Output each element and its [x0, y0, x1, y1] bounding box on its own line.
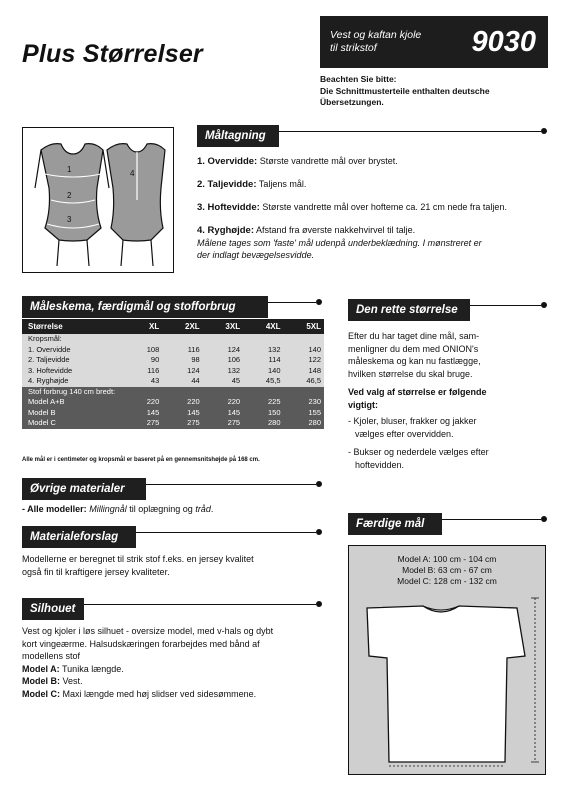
measurement-text: Afstand fra øverste nakkehvirvel til talje. — [256, 225, 416, 235]
measurement-item — [197, 224, 549, 237]
measurement-item — [197, 201, 549, 214]
rule-end-dot — [316, 529, 322, 535]
pattern-description — [330, 29, 421, 55]
rette-line: Ved valg af størrelse er følgende — [348, 387, 487, 397]
german-note-line: Die Schnittmusterteile enthalten deutsche — [320, 85, 490, 96]
table-row — [22, 355, 324, 366]
ovrige-text-end: . — [210, 504, 214, 514]
figure-label: 4 — [130, 169, 135, 178]
garment-illustration-box — [348, 545, 546, 775]
materialeforslag-text — [22, 553, 332, 578]
table-cell: 116 — [126, 366, 162, 377]
table-section-label: Kropsmål: — [22, 334, 324, 345]
rule-end-dot — [541, 516, 547, 522]
table-row — [22, 366, 324, 377]
section-heading-faerdige: Færdige mål — [348, 513, 442, 535]
silhouet-model — [22, 663, 334, 676]
pattern-label-box — [320, 16, 548, 68]
table-cell: 43 — [126, 376, 162, 387]
table-cell: 3. Hoftevidde — [22, 366, 126, 377]
section-rule — [84, 604, 316, 605]
table-row — [22, 345, 324, 356]
figure-label: 1 — [67, 165, 72, 174]
materialeforslag-line: også fin til kraftigere jersey kvaliteter. — [22, 566, 170, 577]
table-cell: 44 — [162, 376, 202, 387]
measurement-text: Taljens mål. — [258, 179, 307, 189]
measurement-text: Største vandrette mål over hofteme ca. 21 cm nede fra taljen. — [262, 202, 507, 212]
table-cell: 108 — [126, 345, 162, 356]
table-cell: 90 — [126, 355, 162, 366]
ovrige-text — [22, 503, 332, 516]
body-measurement-illustration — [23, 128, 172, 271]
table-section-row — [22, 334, 324, 345]
table-cell: 122 — [284, 355, 324, 366]
section-heading-rette-storrelse: Den rette størrelse — [348, 299, 470, 321]
silhouet-model-label: Model B: — [22, 676, 60, 686]
table-header-cell: Størrelse — [22, 319, 126, 334]
silhouet-text — [22, 625, 334, 700]
figure-label: 3 — [67, 215, 72, 224]
rule-end-dot — [541, 302, 547, 308]
materialeforslag-line: Modellerne er beregnet til strik stof f.eks. en jersey kvalitet — [22, 554, 254, 564]
rette-bullet: hoftevidden. — [355, 459, 405, 470]
rule-end-dot — [316, 601, 322, 607]
rule-end-dot — [316, 481, 322, 487]
table-cell: 2. Taljevidde — [22, 355, 126, 366]
table-row — [22, 408, 324, 419]
table-cell: Model C — [22, 418, 126, 429]
silhouet-model-label: Model A: — [22, 663, 60, 674]
front-body-figure — [35, 144, 109, 266]
silhouet-model-text: Maxi længde med høj slidser ved sidesømmene. — [62, 688, 257, 699]
table-header-cell: 3XL — [203, 319, 243, 334]
size-chart-table — [22, 319, 324, 429]
section-heading-silhouet: Silhouet — [22, 598, 84, 620]
section-heading-maaltagning: Måltagning — [197, 125, 279, 147]
table-cell: 4. Ryghøjde — [22, 376, 126, 387]
table-header-cell: XL — [126, 319, 162, 334]
measurement-note-line: Målene tages som 'faste' mål udenpå underbeklædning. I mønstreret er — [197, 238, 482, 248]
table-row — [22, 376, 324, 387]
section-heading-ovrige: Øvrige materialer — [22, 478, 146, 500]
table-cell: Model A+B — [22, 397, 126, 408]
rette-bullet: - Bukser og nederdele vælges efter — [348, 447, 489, 457]
section-rule — [442, 519, 541, 520]
rule-end-dot — [541, 128, 547, 134]
table-cell: 148 — [284, 366, 324, 377]
finished-model-a: Model A: 100 cm - 104 cm — [397, 554, 497, 564]
table-cell: 98 — [162, 355, 202, 366]
rette-line: Efter du har taget dine mål, sam- — [348, 331, 480, 341]
table-cell: 225 — [243, 397, 283, 408]
page-title: Plus Størrelser — [22, 40, 203, 68]
table-cell: 106 — [203, 355, 243, 366]
table-row — [22, 397, 324, 408]
table-cell: 220 — [203, 397, 243, 408]
table-section-label: Stof forbrug 140 cm bredt: — [22, 387, 324, 398]
garment-drawing — [349, 594, 544, 772]
measurement-label: 2. Taljevidde: — [197, 179, 257, 190]
rette-storrelse-text — [348, 330, 548, 471]
table-cell: 1. Overvidde — [22, 345, 126, 356]
table-cell: 275 — [203, 418, 243, 429]
table-cell: 124 — [203, 345, 243, 356]
pattern-number: 9030 — [471, 26, 536, 58]
measurement-note-line: der indlagt bevægelsesvidde. — [197, 250, 315, 260]
table-cell: 145 — [126, 408, 162, 419]
rule-end-dot — [316, 299, 322, 305]
silhouet-model-label: Model C: — [22, 688, 60, 699]
table-section-row — [22, 387, 324, 398]
table-cell: 280 — [243, 418, 283, 429]
rette-bullet: - Kjoler, bluser, frakker og jakker — [348, 416, 477, 426]
measurement-item — [197, 155, 549, 168]
table-cell: 132 — [243, 345, 283, 356]
measurement-label: 4. Ryghøjde: — [197, 225, 255, 236]
table-cell: 220 — [162, 397, 202, 408]
finished-model-c: Model C: 128 cm - 132 cm — [397, 576, 497, 586]
table-header-cell: 2XL — [162, 319, 202, 334]
section-rule — [279, 131, 541, 132]
table-cell: 230 — [284, 397, 324, 408]
rette-line: vigtigt: — [348, 399, 378, 410]
silhouet-model-text: Vest. — [62, 676, 83, 686]
section-heading-maaleskema: Måleskema, færdigmål og stofforbrug — [22, 296, 268, 318]
table-row — [22, 418, 324, 429]
silhouet-model — [22, 688, 334, 701]
finished-model-b: Model B: 63 cm - 67 cm — [402, 565, 492, 575]
table-cell: 145 — [203, 408, 243, 419]
table-cell: 145 — [162, 408, 202, 419]
section-heading-materialeforslag: Materialeforslag — [22, 526, 136, 548]
rette-line: menligner du dem med ONION's — [348, 343, 479, 354]
table-cell: 114 — [243, 355, 283, 366]
table-cell: 275 — [162, 418, 202, 429]
german-note-line: Beachten Sie bitte: — [320, 74, 397, 84]
section-rule — [268, 302, 316, 303]
silhouet-line: kort vingeærme. Halsudskæringen forarbejdes med bånd af — [22, 638, 260, 649]
ovrige-emphasis: Millingnål — [89, 504, 127, 514]
measurement-item — [197, 178, 549, 191]
table-cell: 280 — [284, 418, 324, 429]
silhouet-model-text: Tunika længde. — [62, 663, 124, 674]
table-cell: 220 — [126, 397, 162, 408]
section-rule — [470, 305, 541, 306]
measurement-label: 1. Overvidde: — [197, 156, 258, 167]
measurement-list — [197, 155, 549, 261]
table-cell: 140 — [243, 366, 283, 377]
table-cell: 124 — [162, 366, 202, 377]
silhouet-line: modellens stof — [22, 651, 81, 661]
measurement-figures-box — [22, 127, 174, 273]
rette-line: måleskema og kan nu fastlægge, — [348, 356, 481, 366]
ovrige-emphasis: tråd — [195, 504, 211, 514]
ovrige-text-mid: til oplægning og — [129, 504, 193, 514]
silhouet-model — [22, 675, 334, 688]
table-footnote: Alle mål er i centimeter og kropsmål er baseret på en gennemsnitshøjde på 168 cm. — [22, 457, 260, 463]
table-cell: 140 — [284, 345, 324, 356]
german-note-line: Übersetzungen. — [320, 97, 384, 107]
table-cell: 132 — [203, 366, 243, 377]
pattern-description-line: til strikstof — [330, 42, 377, 54]
table-cell: Model B — [22, 408, 126, 419]
table-cell: 150 — [243, 408, 283, 419]
german-note — [320, 74, 555, 109]
table-cell: 155 — [284, 408, 324, 419]
table-cell: 275 — [126, 418, 162, 429]
pattern-description-line: Vest og kaftan kjole — [330, 29, 422, 41]
table-header-row — [22, 319, 324, 334]
measurement-note — [197, 237, 549, 261]
table-header-cell: 5XL — [284, 319, 324, 334]
figure-label: 2 — [67, 191, 72, 200]
finished-measurements — [349, 554, 545, 587]
measurement-label: 3. Hoftevidde: — [197, 202, 260, 213]
rette-line: hvilken størrelse du skal bruge. — [348, 368, 473, 379]
table-cell: 46,5 — [284, 376, 324, 387]
measurement-text: Største vandrette mål over brystet. — [259, 156, 398, 166]
rette-bullet: vælges efter overvidden. — [355, 428, 454, 439]
table-cell: 45,5 — [243, 376, 283, 387]
ovrige-prefix: - Alle modeller: — [22, 504, 87, 514]
table-header-cell: 4XL — [243, 319, 283, 334]
silhouet-line: Vest og kjoler i løs silhuet - oversize model, med v-hals og dybt — [22, 626, 274, 636]
table-cell: 116 — [162, 345, 202, 356]
back-body-figure — [107, 144, 165, 266]
section-rule — [136, 532, 316, 533]
section-rule — [146, 484, 316, 485]
table-cell: 45 — [203, 376, 243, 387]
